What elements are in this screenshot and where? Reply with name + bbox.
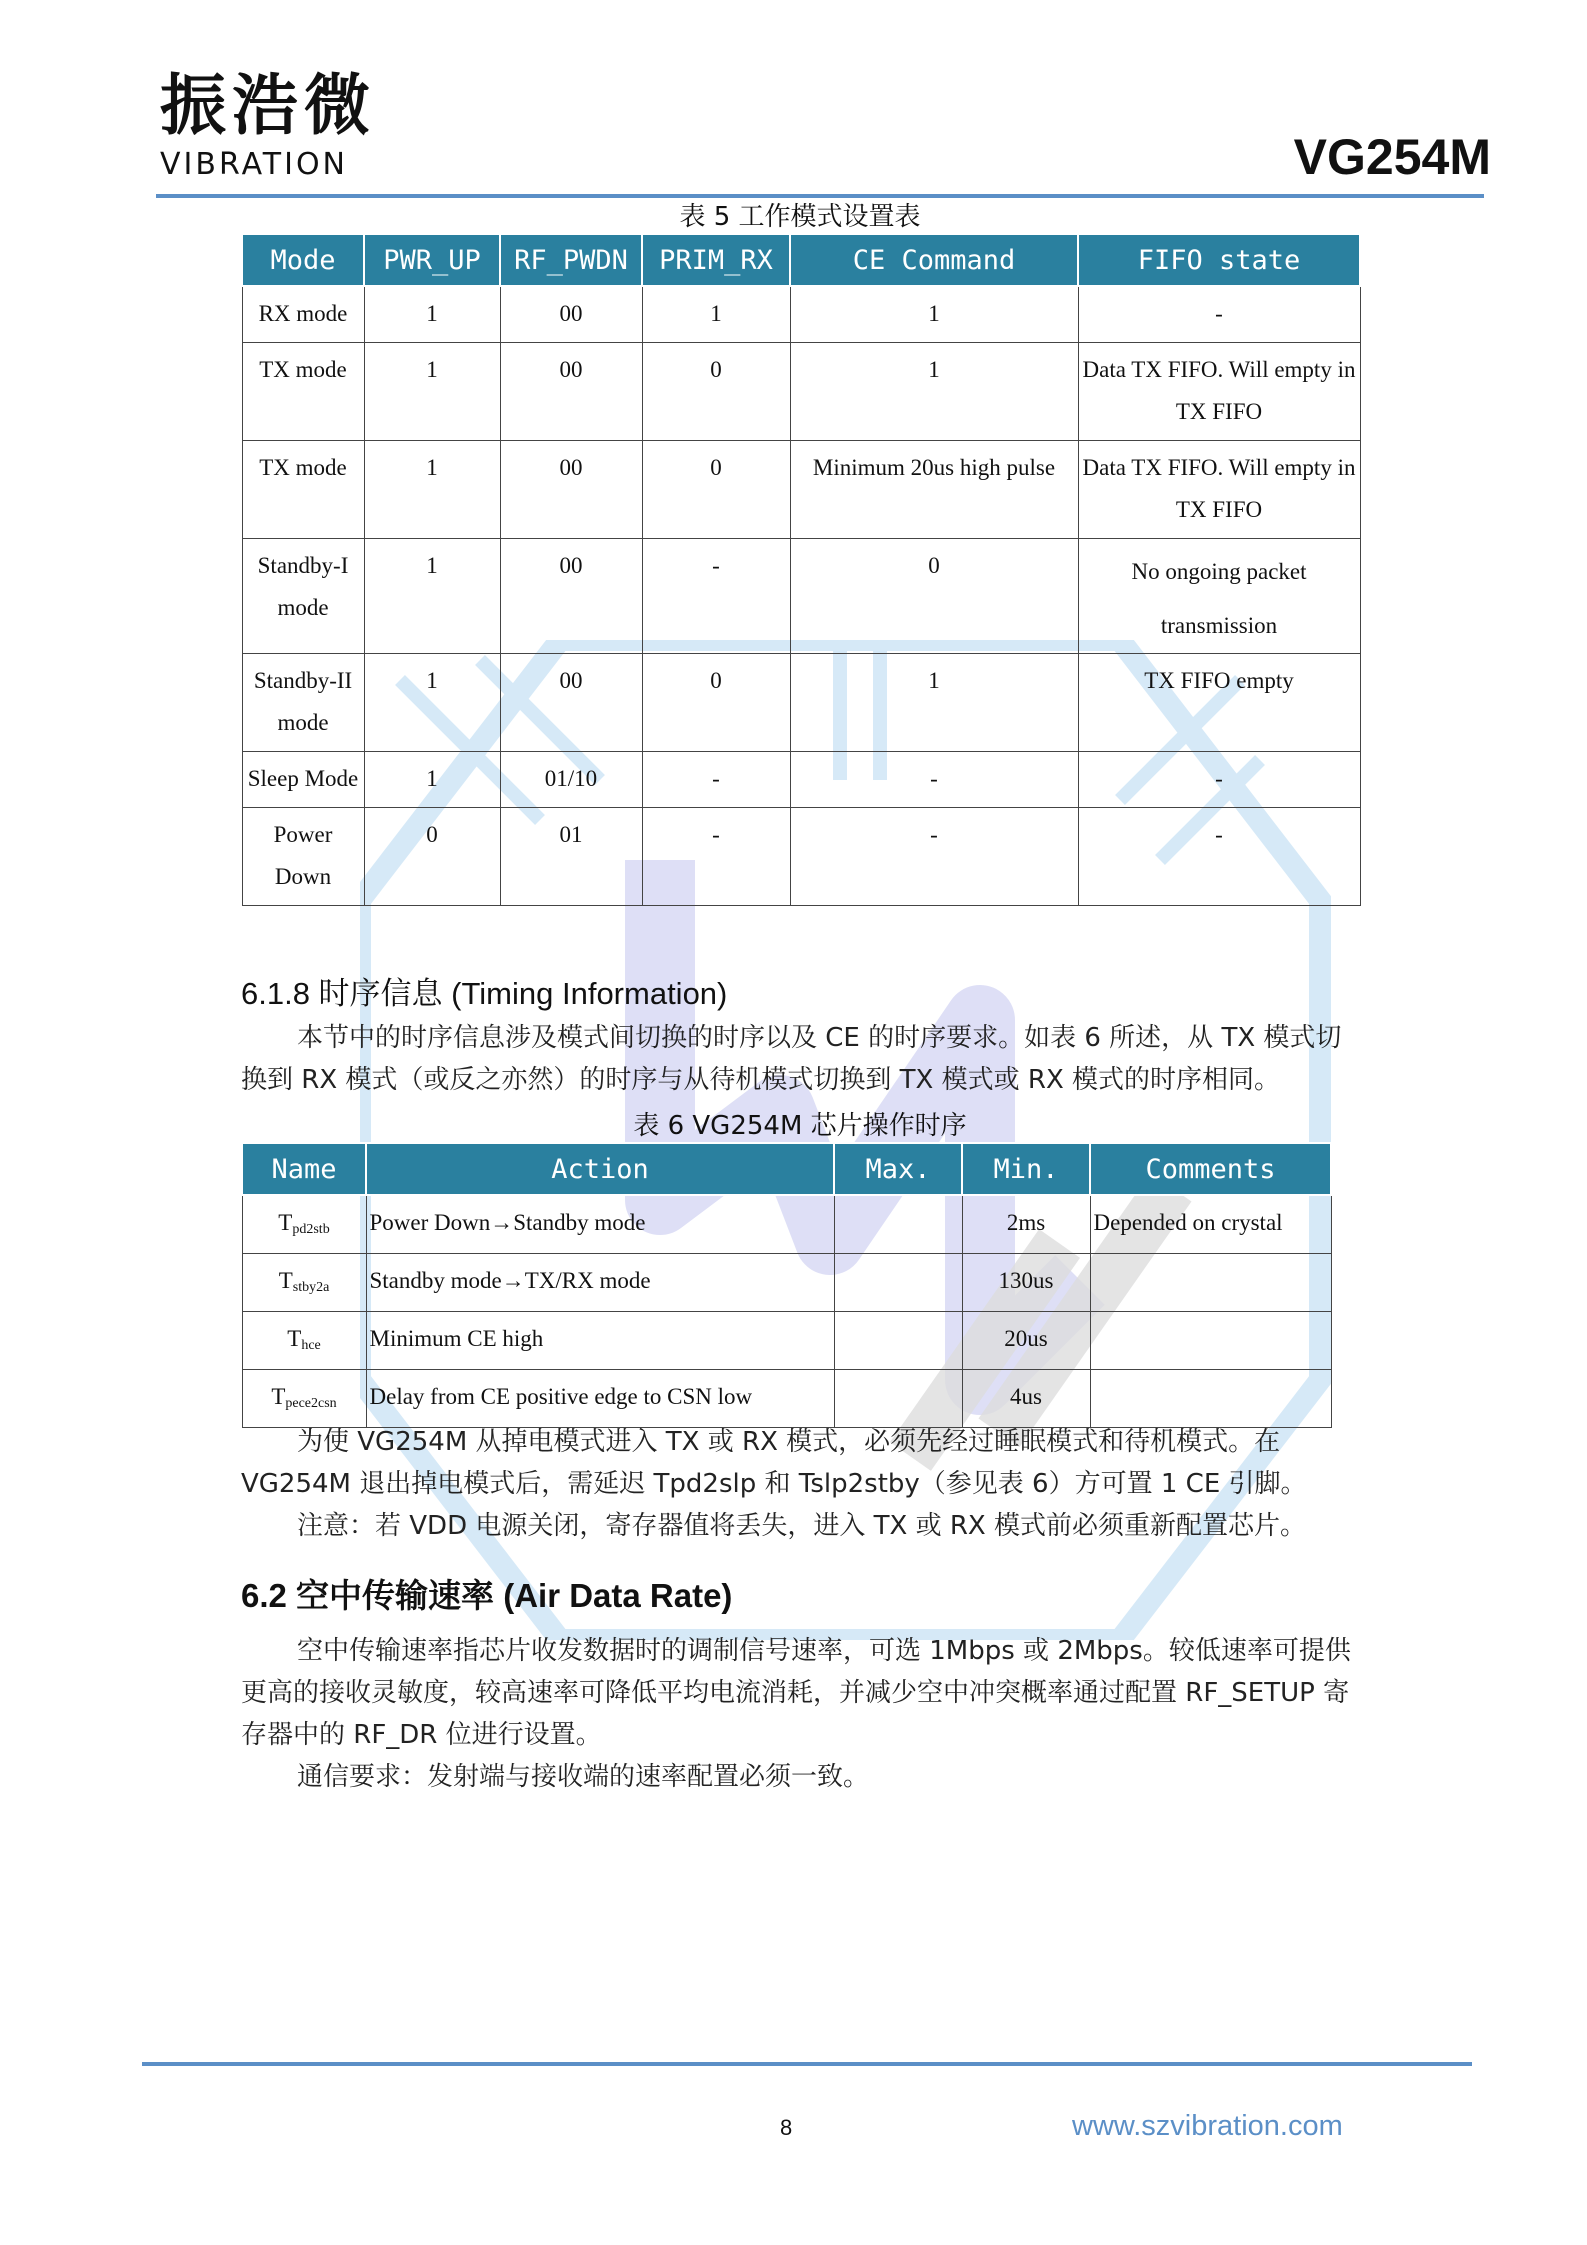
table-row bbox=[242, 1312, 1331, 1370]
cell-prim-rx: - bbox=[642, 538, 790, 653]
col-min: Min. bbox=[962, 1143, 1090, 1195]
cell-comments bbox=[1090, 1312, 1331, 1370]
table6-caption: 表 6 VG254M 芯片操作时序 bbox=[633, 1111, 967, 1141]
cell-pwr-up: 1 bbox=[364, 653, 500, 751]
mode-settings-table bbox=[241, 233, 1361, 906]
cell-min: 130us bbox=[962, 1254, 1090, 1312]
cell-min: 20us bbox=[962, 1312, 1090, 1370]
logo-chinese: 振浩微 bbox=[160, 66, 376, 144]
air-rate-paragraph: 空中传输速率指芯片收发数据时的调制信号速率，可选 1Mbps 或 2Mbps。较低速率可提供更高的接收灵敏度，较高速率可降低平均电流消耗，并减少空中冲突概率通过配置 RF_SETUP 寄存器中的 RF_DR 位进行设置。 bbox=[241, 1636, 1351, 1750]
note-paragraph: 注意：若 VDD 电源关闭，寄存器值将丢失，进入 TX 或 RX 模式前必须重新配置芯片。 bbox=[297, 1511, 1306, 1541]
cell-prim-rx: 1 bbox=[642, 286, 790, 342]
cell-pwr-up: 0 bbox=[364, 807, 500, 905]
col-mode: Mode bbox=[242, 234, 364, 286]
cell-mode: Standby-II mode bbox=[242, 653, 364, 751]
table-row bbox=[242, 286, 1360, 342]
section-618-paragraph: 本节中的时序信息涉及模式间切换的时序以及 CE 的时序要求。如表 6 所述，从 TX 模式切换到 RX 模式（或反之亦然）的时序与从待机模式切换到 TX 模式或 RX 模式的时序相同。 bbox=[241, 1023, 1342, 1095]
cell-name: $T_{hce}$ bbox=[242, 1312, 366, 1370]
cell-mode: RX mode bbox=[242, 286, 364, 342]
table-row bbox=[242, 440, 1360, 538]
cell-fifo: - bbox=[1078, 751, 1360, 807]
cell-ce: 0 bbox=[790, 538, 1078, 653]
cell-min: 4us bbox=[962, 1370, 1090, 1428]
cell-fifo: - bbox=[1078, 807, 1360, 905]
cell-rf-pwdn: 01/10 bbox=[500, 751, 642, 807]
cell-mode: Standby-I mode bbox=[242, 538, 364, 653]
cell-comments: Depended on crystal bbox=[1090, 1195, 1331, 1254]
cell-prim-rx: - bbox=[642, 807, 790, 905]
col-prim-rx: PRIM_RX bbox=[642, 234, 790, 286]
cell-action: Standby mode→TX/RX mode bbox=[366, 1254, 834, 1312]
model-title: VG254M bbox=[1293, 129, 1491, 185]
cell-max bbox=[834, 1195, 962, 1254]
cell-ce: - bbox=[790, 807, 1078, 905]
cell-prim-rx: 0 bbox=[642, 653, 790, 751]
cell-prim-rx: - bbox=[642, 751, 790, 807]
table-row bbox=[242, 342, 1360, 440]
table-row bbox=[242, 1254, 1331, 1312]
cell-ce: 1 bbox=[790, 286, 1078, 342]
cell-rf-pwdn: 00 bbox=[500, 538, 642, 653]
cell-name: $T_{pd2stb}$ bbox=[242, 1195, 366, 1254]
col-max: Max. bbox=[834, 1143, 962, 1195]
cell-rf-pwdn: 01 bbox=[500, 807, 642, 905]
col-fifo-state: FIFO state bbox=[1078, 234, 1360, 286]
cell-pwr-up: 1 bbox=[364, 286, 500, 342]
cell-ce: Minimum 20us high pulse bbox=[790, 440, 1078, 538]
page-number: 8 bbox=[780, 2115, 793, 2140]
cell-ce: 1 bbox=[790, 342, 1078, 440]
table-row bbox=[242, 1370, 1331, 1428]
timing-table bbox=[241, 1142, 1332, 1428]
cell-name: $T_{stby2a}$ bbox=[242, 1254, 366, 1312]
col-action: Action bbox=[366, 1143, 834, 1195]
cell-min: 2ms bbox=[962, 1195, 1090, 1254]
table-row bbox=[242, 751, 1360, 807]
cell-mode: Sleep Mode bbox=[242, 751, 364, 807]
col-name: Name bbox=[242, 1143, 366, 1195]
cell-rf-pwdn: 00 bbox=[500, 653, 642, 751]
cell-action: Minimum CE high bbox=[366, 1312, 834, 1370]
col-ce-command: CE Command bbox=[790, 234, 1078, 286]
cell-pwr-up: 1 bbox=[364, 751, 500, 807]
table5-caption: 表 5 工作模式设置表 bbox=[679, 202, 921, 232]
table-header-row bbox=[242, 234, 1360, 286]
cell-max bbox=[834, 1312, 962, 1370]
cell-fifo: - bbox=[1078, 286, 1360, 342]
cell-fifo: Data TX FIFO. Will empty in TX FIFO bbox=[1078, 440, 1360, 538]
col-comments: Comments bbox=[1090, 1143, 1331, 1195]
cell-ce: - bbox=[790, 751, 1078, 807]
cell-mode: TX mode bbox=[242, 440, 364, 538]
cell-max bbox=[834, 1254, 962, 1312]
powerdown-paragraph: 为使 VG254M 从掉电模式进入 TX 或 RX 模式，必须先经过睡眠模式和待机模式。在 VG254M 退出掉电模式后，需延迟 Tpd2slp 和 Tslp2stby（参见表 6）方可置 1 CE 引脚。 bbox=[241, 1427, 1307, 1499]
cell-name: $T_{pece2csn}$ bbox=[242, 1370, 366, 1428]
cell-prim-rx: 0 bbox=[642, 440, 790, 538]
logo-english: VIBRATION bbox=[160, 147, 349, 182]
cell-comments bbox=[1090, 1254, 1331, 1312]
section-618-heading: 6.1.8 时序信息 (Timing Information) bbox=[241, 976, 728, 1011]
footer-rule bbox=[142, 2062, 1472, 2066]
requirement-paragraph: 通信要求：发射端与接收端的速率配置必须一致。 bbox=[297, 1762, 870, 1792]
cell-fifo: TX FIFO empty bbox=[1078, 653, 1360, 751]
cell-prim-rx: 0 bbox=[642, 342, 790, 440]
cell-mode: Power Down bbox=[242, 807, 364, 905]
website-link[interactable]: www.szvibration.com bbox=[1072, 2110, 1343, 2142]
cell-fifo: Data TX FIFO. Will empty in TX FIFO bbox=[1078, 342, 1360, 440]
cell-fifo: No ongoing packet transmission bbox=[1078, 538, 1360, 653]
cell-max bbox=[834, 1370, 962, 1428]
cell-action: Delay from CE positive edge to CSN low bbox=[366, 1370, 834, 1428]
cell-comments bbox=[1090, 1370, 1331, 1428]
table-row bbox=[242, 1195, 1331, 1254]
cell-pwr-up: 1 bbox=[364, 440, 500, 538]
col-rf-pwdn: RF_PWDN bbox=[500, 234, 642, 286]
col-pwr-up: PWR_UP bbox=[364, 234, 500, 286]
cell-rf-pwdn: 00 bbox=[500, 286, 642, 342]
table-header-row bbox=[242, 1143, 1331, 1195]
cell-rf-pwdn: 00 bbox=[500, 342, 642, 440]
cell-pwr-up: 1 bbox=[364, 538, 500, 653]
cell-rf-pwdn: 00 bbox=[500, 440, 642, 538]
table-row bbox=[242, 653, 1360, 751]
cell-action: Power Down→Standby mode bbox=[366, 1195, 834, 1254]
cell-ce: 1 bbox=[790, 653, 1078, 751]
section-62-heading: 6.2 空中传输速率 (Air Data Rate) bbox=[241, 1577, 733, 1614]
table-row bbox=[242, 538, 1360, 653]
cell-mode: TX mode bbox=[242, 342, 364, 440]
cell-pwr-up: 1 bbox=[364, 342, 500, 440]
table-row bbox=[242, 807, 1360, 905]
